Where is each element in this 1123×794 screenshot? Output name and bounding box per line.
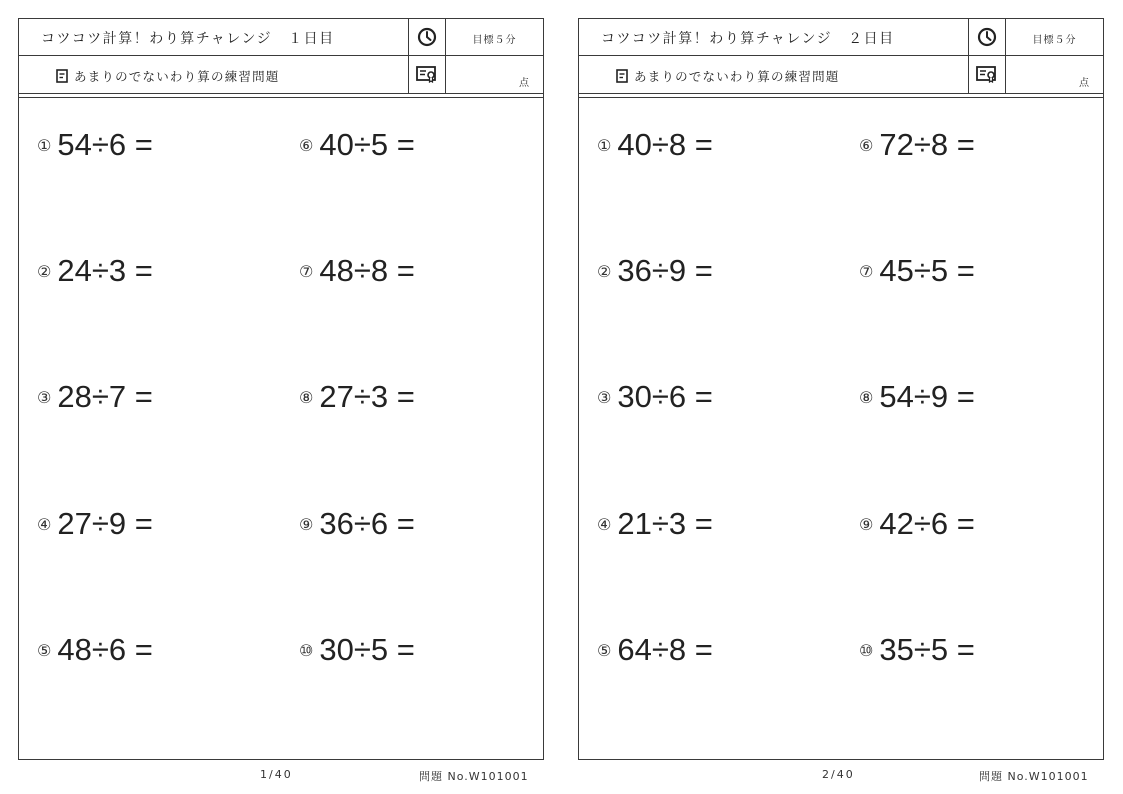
problem-number: ④ [37,514,52,534]
problem-expression: 48÷8 = [319,253,415,288]
problem-item [597,379,713,415]
day-label: ２日目 [848,31,895,47]
problem-expression: 35÷5 = [879,632,975,667]
title-cell [579,19,969,56]
problem-expression: 40÷5 = [319,127,415,162]
problem-item [597,253,713,289]
clock-cell [409,19,446,56]
subtitle-label: あまりのでないわり算の練習問題 [634,69,840,84]
problem-number: ⑨ [299,514,314,534]
subtitle-cell [579,56,969,94]
clock-cell [969,19,1006,56]
problem-number: ② [37,261,52,281]
problem-expression: 72÷8 = [879,127,975,162]
problem-expression: 54÷9 = [879,379,975,414]
score-icon-cell [409,56,446,94]
problem-expression: 27÷9 = [57,506,153,541]
problem-number: ④ [597,514,612,534]
problem-number: ⑥ [859,135,874,155]
day-label: １日目 [288,31,335,47]
problem-id: 問題 No.W101001 [419,770,529,783]
page-number: 2/40 [822,768,855,781]
goal-cell [1006,19,1103,56]
clock-icon [977,27,997,47]
clock-icon [417,27,437,47]
problem-number: ⑦ [859,261,874,281]
problem-expression: 64÷8 = [617,632,713,667]
document-icon [56,69,68,83]
problem-expression: 40÷8 = [617,127,713,162]
problem-number: ③ [37,387,52,407]
goal-cell [446,19,543,56]
problem-item [859,632,975,668]
problem-expression: 36÷6 = [319,506,415,541]
problem-expression: 48÷6 = [57,632,153,667]
problem-item [37,506,153,542]
problem-number: ⑧ [859,387,874,407]
score-cell[interactable] [1006,56,1103,94]
title-label: コツコツ計算！わり算チャレンジ [41,31,273,47]
score-unit: 点 [1079,78,1089,89]
problem-item [859,506,975,542]
problem-item [299,506,415,542]
certificate-icon [416,66,438,83]
worksheet-header [19,19,543,94]
score-cell[interactable] [446,56,543,94]
problem-number: ③ [597,387,612,407]
problem-item [299,253,415,289]
problem-expression: 54÷6 = [57,127,153,162]
score-unit: 点 [519,78,529,89]
problem-item [37,127,153,163]
problem-item [37,253,153,289]
problem-number: ⑩ [299,640,314,660]
problem-number: ⑥ [299,135,314,155]
goal-label: 目標５分 [472,35,517,46]
problem-expression: 28÷7 = [57,379,153,414]
problem-number: ⑤ [37,640,52,660]
problem-expression: 30÷5 = [319,632,415,667]
page-number: 1/40 [260,768,293,781]
problem-number: ⑤ [597,640,612,660]
document-icon [616,69,628,83]
problem-item [299,127,415,163]
worksheet-header [579,19,1103,94]
problem-number: ⑦ [299,261,314,281]
problem-id: 問題 No.W101001 [979,770,1089,783]
problem-item [859,379,975,415]
problem-item [597,127,713,163]
problem-expression: 45÷5 = [879,253,975,288]
subtitle-label: あまりのでないわり算の練習問題 [74,69,280,84]
problem-expression: 30÷6 = [617,379,713,414]
problem-number: ⑨ [859,514,874,534]
worksheet-2 [578,18,1104,760]
certificate-icon [976,66,998,83]
problem-number: ① [597,135,612,155]
problem-number: ① [37,135,52,155]
problem-item [859,253,975,289]
problem-expression: 42÷6 = [879,506,975,541]
problem-number: ⑩ [859,640,874,660]
score-icon-cell [969,56,1006,94]
problem-expression: 24÷3 = [57,253,153,288]
worksheet-title [41,28,335,48]
goal-label: 目標５分 [1032,35,1077,46]
problem-number: ⑧ [299,387,314,407]
problem-expression: 27÷3 = [319,379,415,414]
problem-item [299,632,415,668]
problem-item [597,506,713,542]
worksheet-1 [18,18,544,760]
worksheet-title [601,28,895,48]
problem-item [597,632,713,668]
problem-item [299,379,415,415]
problem-item [37,632,153,668]
problem-item [37,379,153,415]
problem-expression: 36÷9 = [617,253,713,288]
title-cell [19,19,409,56]
subtitle-cell [19,56,409,94]
problem-expression: 21÷3 = [617,506,713,541]
problem-number: ② [597,261,612,281]
problem-item [859,127,975,163]
title-label: コツコツ計算！わり算チャレンジ [601,31,833,47]
